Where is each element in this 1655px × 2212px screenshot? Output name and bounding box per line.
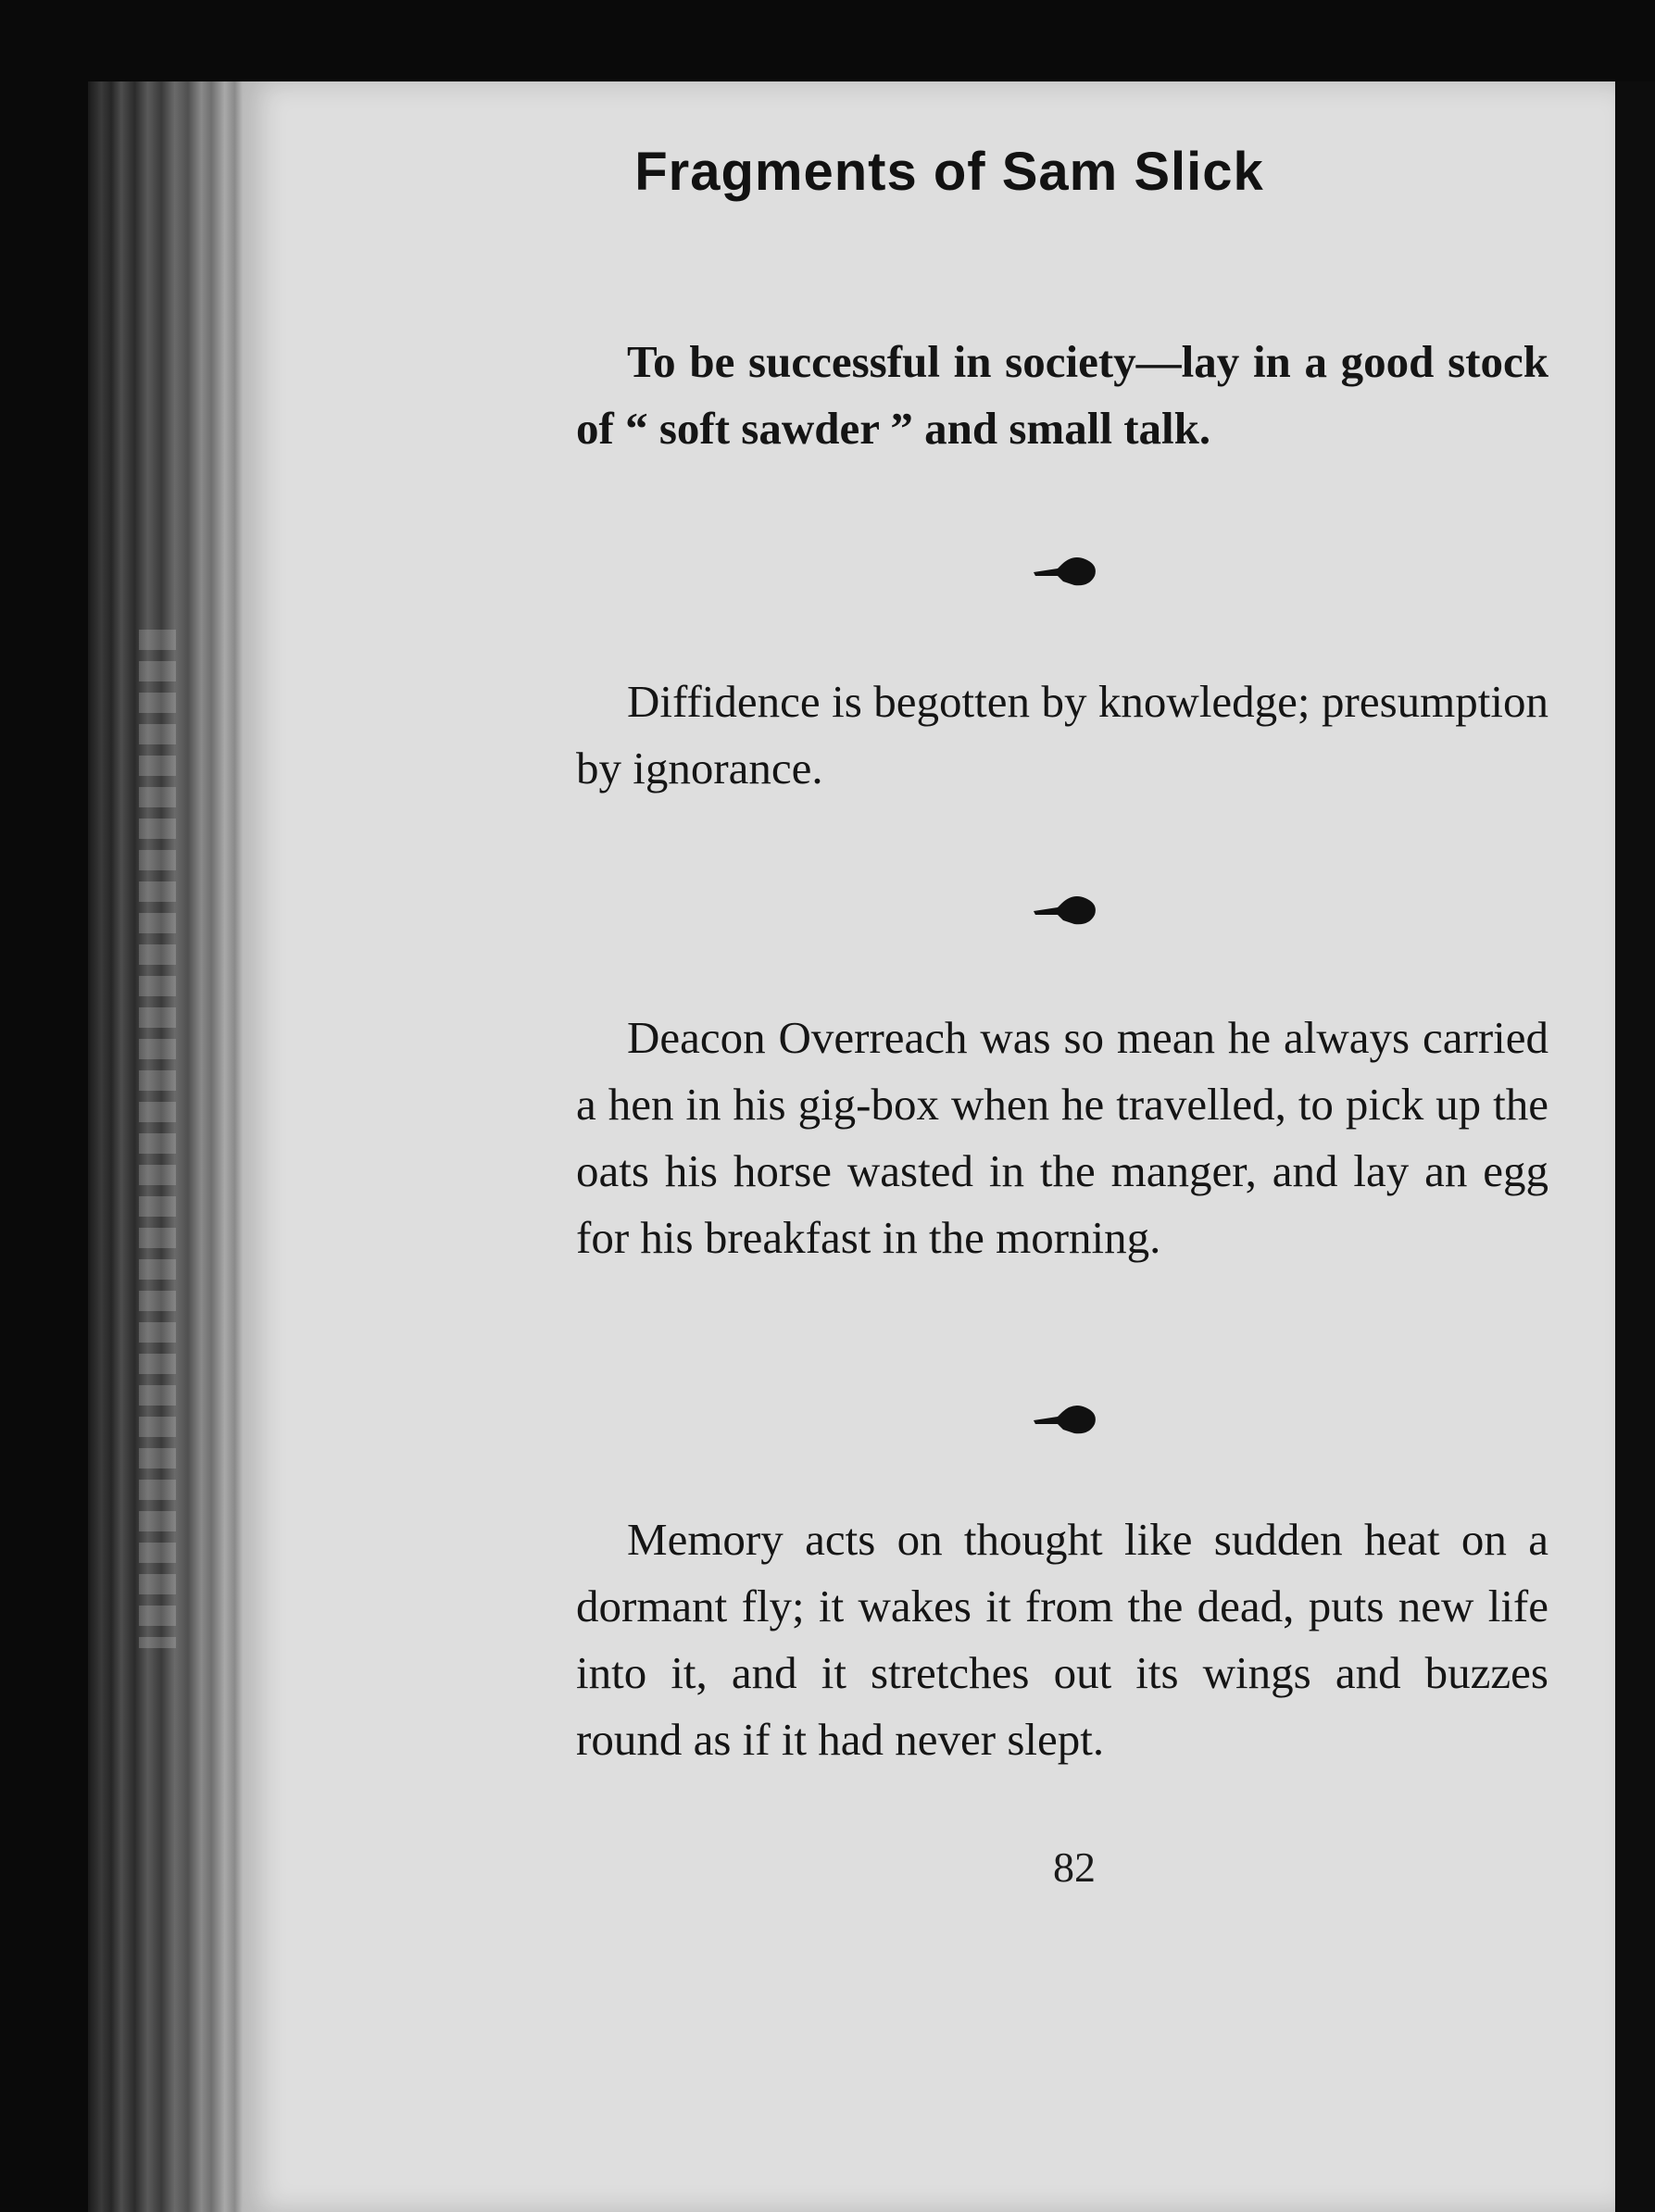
paragraph-4 bbox=[576, 1506, 1548, 1773]
page-edge bbox=[1615, 81, 1655, 2212]
paragraph-2 bbox=[576, 669, 1548, 802]
running-head: Fragments of Sam Slick bbox=[634, 142, 1264, 202]
paragraph-3 bbox=[576, 1005, 1548, 1271]
page-number: 82 bbox=[1053, 1843, 1096, 1891]
paragraph-4-text: Memory acts on thought like sudden heat on a dormant fly; it wakes it from the dead, puts new life into it, and it stretches out its wings and buzzes round as if it had never slept. bbox=[576, 1514, 1548, 1765]
pointing-hand-icon bbox=[1030, 887, 1104, 931]
pointing-hand-icon bbox=[1030, 548, 1104, 593]
spine-lettering bbox=[139, 630, 176, 1648]
paragraph-3-text: Deacon Overreach was so mean he always carried a hen in his gig-box when he travelled, to pick up the oats his horse wasted in the manger, and lay an egg for his breakfast in the morning. bbox=[576, 1012, 1548, 1263]
paragraph-1 bbox=[576, 329, 1548, 462]
paragraph-1-text: To be successful in society—lay in a good stock of “ soft sawder ” and small talk. bbox=[576, 336, 1548, 454]
pointing-hand-icon bbox=[1030, 1396, 1104, 1441]
paragraph-2-text: Diffidence is begotten by knowledge; presumption by ignorance. bbox=[576, 676, 1548, 794]
